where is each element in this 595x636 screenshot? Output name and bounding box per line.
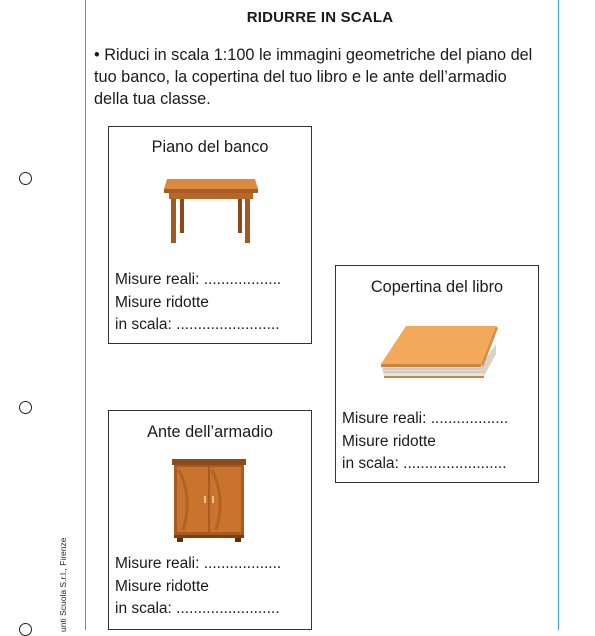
desk-icon [161, 177, 261, 247]
card-title: Ante dell’armadio [147, 423, 273, 441]
binder-hole [19, 401, 32, 414]
page-title: RIDURRE IN SCALA [246, 9, 394, 26]
reduced-measures-label: Misure ridotte [342, 432, 436, 450]
right-margin-line [558, 0, 559, 630]
measures-block [342, 408, 508, 476]
reduced-measures-label: Misure ridotte [115, 293, 209, 311]
scale-measures-field[interactable]: in scala: ........................ [342, 455, 507, 472]
exercise-instruction: • Riduci in scala 1:100 le immagini geometriche del piano del tuo banco, la copertina del tuo libro e le ante dell’armadio della tua classe. [94, 46, 533, 108]
card-book [335, 265, 539, 483]
binder-hole [19, 172, 32, 185]
copyright-credit: unti Scuola S.r.l., Firenze [58, 537, 68, 632]
card-title: Piano del banco [151, 138, 269, 156]
book-icon [378, 324, 498, 382]
reduced-measures-label: Misure ridotte [115, 577, 209, 595]
real-measures-field[interactable]: Misure reali: .................. [342, 410, 509, 427]
card-title: Copertina del libro [370, 278, 504, 296]
measures-block [115, 269, 281, 337]
scale-measures-field[interactable]: in scala: ........................ [115, 600, 280, 617]
card-wardrobe [108, 410, 312, 630]
card-desk [108, 126, 312, 344]
scale-measures-field[interactable]: in scala: ........................ [115, 316, 280, 333]
real-measures-field[interactable]: Misure reali: .................. [115, 555, 282, 572]
real-measures-field[interactable]: Misure reali: .................. [115, 271, 282, 288]
measures-block [115, 553, 281, 621]
wardrobe-icon [171, 458, 247, 542]
left-margin-line [85, 0, 86, 630]
